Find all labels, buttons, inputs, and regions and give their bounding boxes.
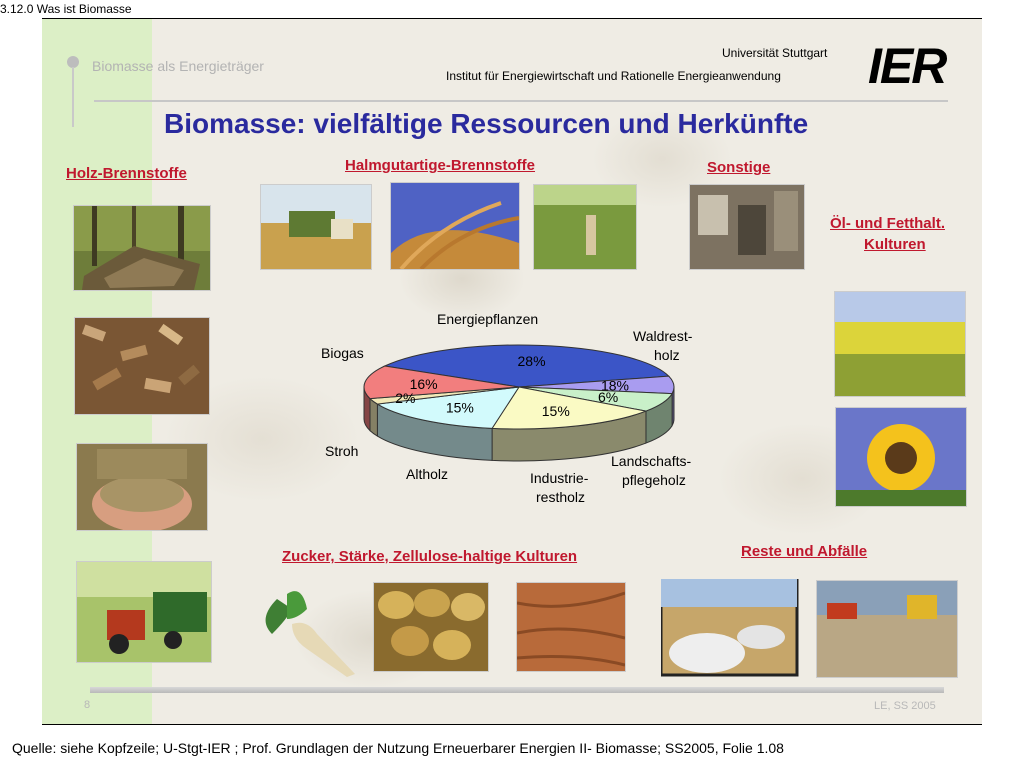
category-oel-line1: Öl- und Fetthalt.	[830, 215, 945, 232]
category-reste: Reste und Abfälle	[741, 543, 868, 560]
category-zucker: Zucker, Stärke, Zellulose-haltige Kulturen	[282, 548, 578, 565]
factory-interior-photo	[689, 184, 805, 270]
pie-label-industrie-line2: restholz	[536, 489, 586, 505]
category-holz: Holz-Brennstoffe	[66, 165, 187, 182]
miscanthus-photo	[533, 184, 637, 270]
pie-percent-stroh: 2%	[395, 390, 416, 407]
page-footer: Quelle: siehe Kopfzeile; U-Stgt-IER ; Prof. Grundlagen der Nutzung Erneuerbarer Energien II- Biomasse; SS2005, Folie 1.08	[12, 740, 784, 756]
footer-rule	[42, 724, 982, 725]
slide-footnote: LE, SS 2005	[874, 700, 936, 712]
slide-topic: Biomasse als Energieträger	[92, 58, 264, 74]
landfill-photo	[816, 580, 958, 678]
category-oel-line2: Kulturen	[864, 236, 926, 253]
wood-pellets-photo	[76, 443, 208, 531]
wood-chips-photo	[74, 317, 210, 415]
wood-grain-photo	[516, 582, 626, 672]
pie-label-stroh: Stroh	[325, 443, 359, 459]
pie-percent-altholz: 15%	[445, 399, 474, 416]
rapeseed-photo	[834, 291, 966, 397]
straw-harvest-photo	[260, 184, 372, 270]
header-divider	[94, 100, 948, 102]
pie-label-landschaft-line2: pflegeholz	[622, 472, 686, 488]
pie-percent-energiepflanzen: 28%	[517, 353, 546, 370]
pie-label-waldrest-line2: holz	[654, 347, 680, 363]
pie-label-altholz: Altholz	[406, 466, 449, 482]
institute-name: Institut für Energiewirtschaft und Rationelle Energieanwendung	[446, 69, 781, 83]
harvester-photo	[76, 561, 212, 663]
ier-logo: IER	[868, 38, 946, 94]
pie-percent-industrie: 15%	[541, 403, 570, 420]
pie-label-energiepflanzen: Energiepflanzen	[437, 311, 539, 327]
pie-side-stroh	[370, 399, 377, 437]
header-tag: 3.12.0 Was ist Biomasse	[0, 2, 132, 16]
category-halmgut: Halmgutartige-Brennstoffe	[345, 157, 536, 174]
sugar-beet-photo	[247, 579, 357, 679]
footer-bar	[90, 687, 944, 693]
bullet-line	[72, 67, 74, 127]
pie-percent-biogas: 16%	[409, 375, 438, 392]
pie-percent-landschaft: 6%	[597, 388, 619, 405]
sunflower-photo	[835, 407, 967, 507]
category-sonstige: Sonstige	[707, 159, 771, 176]
university-name: Universität Stuttgart	[722, 46, 828, 60]
slide-page-number: 8	[84, 699, 91, 711]
wheat-photo	[390, 182, 520, 270]
pie-percent-waldrest: 18%	[600, 377, 629, 394]
pie-label-industrie-line1: Industrie-	[530, 470, 589, 486]
biogas-plant-photo	[661, 579, 801, 677]
forest-residue-photo	[73, 205, 211, 291]
pie-label-waldrest-line1: Waldrest-	[633, 328, 693, 344]
potatoes-photo	[373, 582, 489, 672]
slide	[42, 19, 982, 724]
pie-label-landschaft-line1: Landschafts-	[611, 453, 692, 469]
slide-title: Biomasse: vielfältige Ressourcen und Herkünfte	[164, 108, 809, 139]
pie-label-biogas: Biogas	[321, 345, 364, 361]
